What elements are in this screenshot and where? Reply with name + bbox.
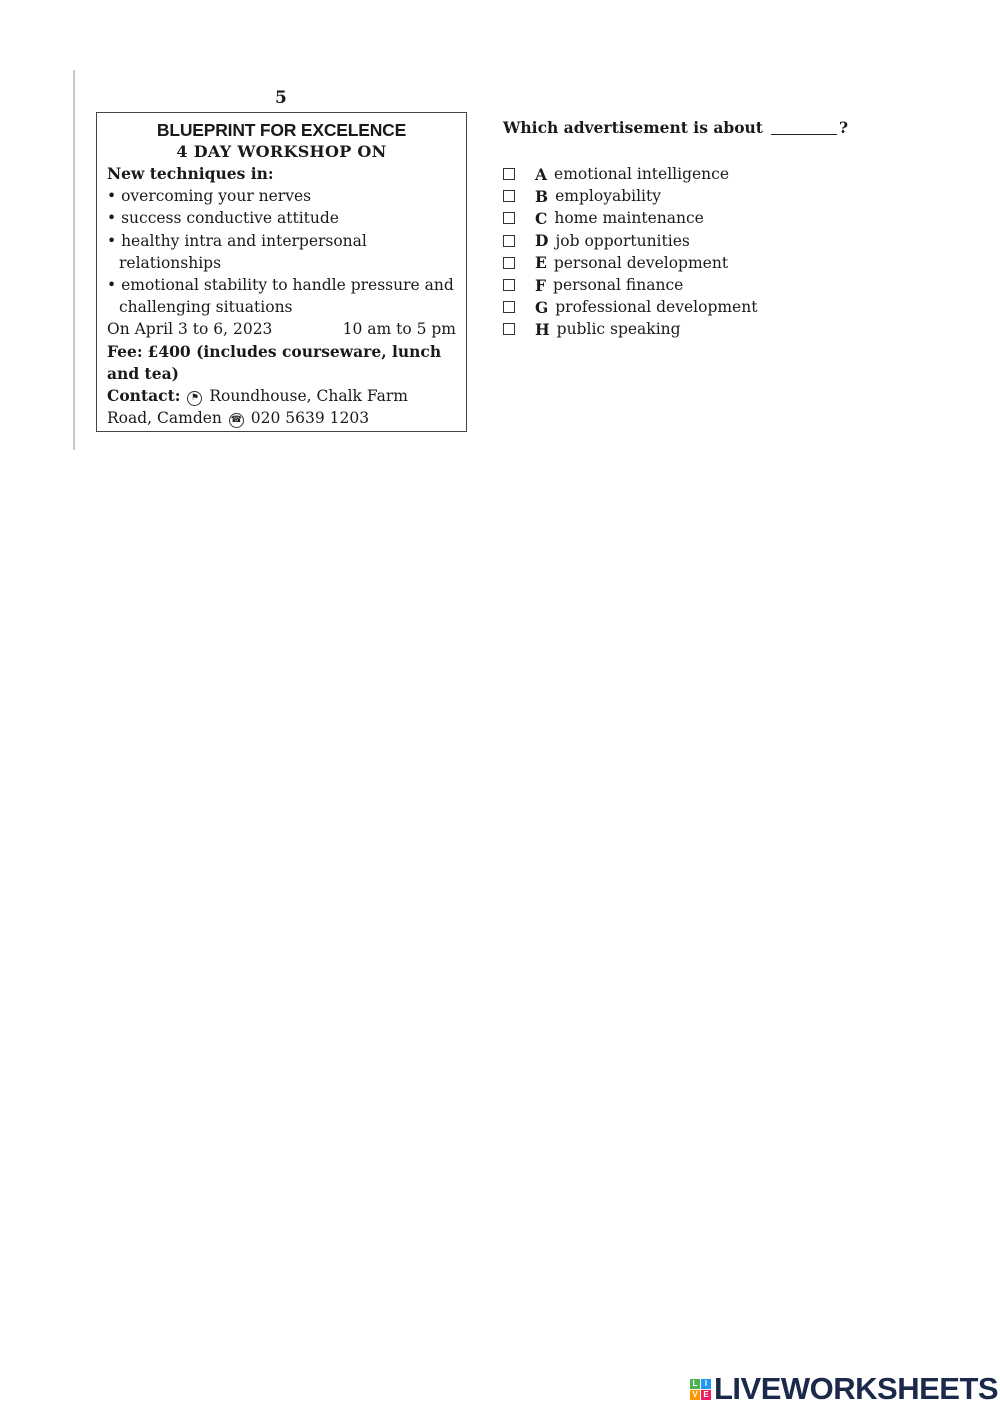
option-letter: H [535,319,550,339]
option-text: emotional intelligence [554,165,730,184]
checkbox[interactable] [503,257,515,269]
logo-icon [690,1379,711,1400]
option-letter: G [535,297,549,317]
answer-blank [771,134,837,135]
contact-label: Contact: [107,386,181,406]
ad-schedule [107,318,456,340]
checkbox[interactable] [503,279,515,291]
logo-cell: E [701,1390,711,1400]
phone-icon: ☎ [229,413,244,428]
checkbox[interactable] [503,301,515,313]
liveworksheets-logo[interactable] [690,1372,998,1406]
ad-bullet: • emotional stability to handle pressure and challenging situations [107,276,454,317]
advertisement-box [96,112,467,432]
option-a[interactable] [503,163,757,185]
option-letter: A [535,164,548,184]
option-text: public speaking [556,320,681,339]
advertisement-number: 5 [275,88,287,108]
option-b[interactable] [503,185,757,207]
checkbox[interactable] [503,235,515,247]
fee-label: Fee: [107,341,143,361]
option-d[interactable] [503,230,757,252]
checkbox[interactable] [503,168,515,180]
fee-value: £400 (includes courseware, lunch and tea) [107,341,442,383]
location-icon: ⚑ [187,391,202,406]
option-text: personal development [553,253,729,272]
ad-times: 10 am to 5 pm [342,320,456,339]
option-text: home maintenance [554,209,704,228]
option-letter: D [535,231,549,251]
ad-bullet: • healthy intra and interpersonal relationships [107,231,367,272]
ad-bullet: • overcoming your nerves [107,187,312,206]
ad-dates: On April 3 to 6, 2023 [107,320,273,339]
option-h[interactable] [503,318,757,340]
checkbox[interactable] [503,212,515,224]
contact-phone: 020 5639 1203 [250,409,370,428]
option-text: professional development [555,298,758,317]
checkbox[interactable] [503,323,515,335]
option-letter: E [535,253,547,273]
option-letter: F [535,275,547,295]
option-g[interactable] [503,296,757,318]
question-text: Which advertisement is about ? [503,118,849,137]
margin-line [73,70,75,450]
option-text: employability [555,187,661,206]
ad-intro: New techniques in: [107,164,274,183]
ad-title: BLUEPRINT FOR EXCELENCE [156,120,407,140]
ad-contact [107,385,456,429]
answer-options [503,163,757,341]
ad-fee [107,341,456,385]
option-letter: C [535,208,548,228]
checkbox[interactable] [503,190,515,202]
logo-text: LIVEWORKSHEETS [714,1371,999,1406]
logo-cell: I [701,1379,711,1389]
contact-address: Roundhouse, Chalk Farm Road, Camden [107,387,408,428]
ad-subtitle: 4 DAY WORKSHOP ON [176,142,387,161]
option-c[interactable] [503,207,757,229]
option-letter: B [535,186,549,206]
logo-cell: L [690,1379,700,1389]
option-e[interactable] [503,252,757,274]
option-text: personal finance [553,276,684,295]
ad-bullet: • success conductive attitude [107,209,339,228]
option-text: job opportunities [555,231,690,250]
logo-cell: V [690,1390,700,1400]
option-f[interactable] [503,274,757,296]
